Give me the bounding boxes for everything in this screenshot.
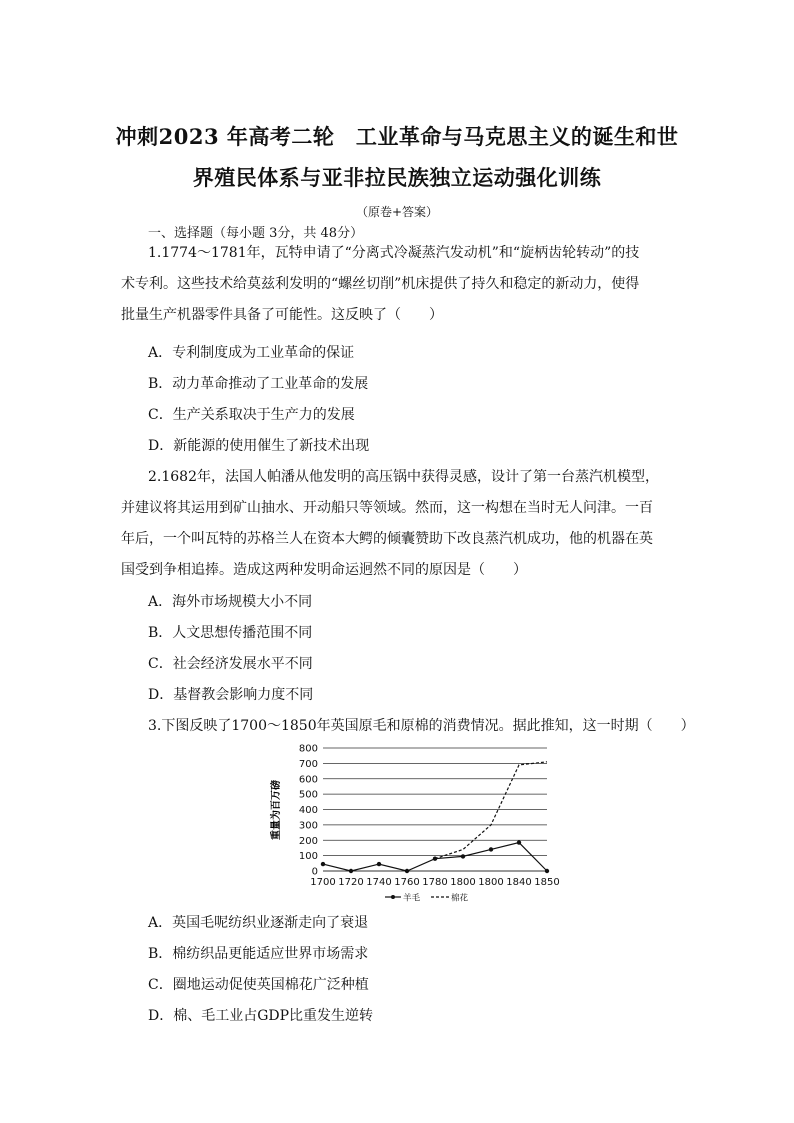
chart-x-ticks [310, 877, 559, 888]
q2-option-d[interactable]: D．基督教会影响力度不同 [148, 687, 314, 703]
y-tick-label: 400 [298, 805, 318, 816]
q2-stem-line-2: 并建议将其运用到矿山抽水、开动船只等领域。然而，这一构想在当时无人问津。一百 [121, 500, 653, 516]
y-tick-label: 800 [298, 743, 318, 755]
x-tick-label: 1780 [422, 877, 448, 888]
y-tick-label: 100 [298, 851, 318, 863]
x-tick-label: 1840 [506, 877, 532, 888]
x-tick-label: 1800 [478, 877, 504, 888]
legend-wool-dot [391, 895, 395, 899]
wool-data-point [377, 862, 381, 866]
wool-data-point [349, 869, 353, 873]
y-tick-label: 200 [298, 835, 318, 847]
x-tick-label: 1850 [534, 877, 560, 888]
q2-option-c[interactable]: C．社会经济发展水平不同 [148, 656, 313, 672]
x-tick-label: 1720 [338, 877, 364, 888]
wool-data-point [545, 869, 549, 873]
wool-data-point [405, 869, 409, 873]
q2-stem-line-3: 年后，一个叫瓦特的苏格兰人在资本大鳄的倾囊赞助下改良蒸汽机成功，他的机器在英 [121, 531, 653, 547]
x-tick-label: 1740 [366, 877, 392, 888]
q1-stem-line-3: 批量生产机器零件具备了可能性。这反映了（ ） [121, 307, 443, 323]
q1-stem-line-1: 1.1774～1781年，瓦特申请了“分离式冷凝蒸汽发动机”和“旋柄齿轮转动”的技 [148, 245, 640, 261]
x-tick-label: 1800 [450, 877, 476, 888]
x-tick-label: 1700 [310, 877, 336, 888]
legend-cotton-label: 棉花 [451, 893, 469, 904]
y-tick-label: 500 [298, 789, 318, 801]
q2-option-a[interactable]: A．海外市场规模大小不同 [148, 594, 313, 610]
chart-y-axis-label: 重量为百万磅 [271, 780, 282, 840]
q3-option-c[interactable]: C．圈地运动促使英国棉花广泛种植 [148, 977, 369, 993]
section-heading: 一、选择题（每小题 3分，共 48分） [148, 226, 364, 241]
q1-stem-line-2: 术专利。这些技术给莫兹利发明的“螺丝切削”机床提供了持久和稳定的新动力，使得 [121, 276, 640, 292]
q2-stem-line-4: 国受到争相追捧。造成这两种发明命运迥然不同的原因是（ ） [121, 562, 527, 578]
page-title-line-1: 冲刺2023 年高考二轮 工业革命与马克思主义的诞生和世 [115, 124, 679, 149]
x-tick-label: 1760 [394, 877, 420, 888]
chart-y-ticks [299, 744, 318, 878]
q3-stem-line-1: 3.下图反映了1700～1850年英国原毛和原棉的消费情况。据此推知，这一时期（ ） [148, 718, 695, 734]
wool-data-point [461, 854, 465, 858]
q3-option-d[interactable]: D．棉、毛工业占GDP比重发生逆转 [148, 1008, 374, 1024]
consumption-line-chart [265, 740, 560, 910]
chart-gridlines [323, 748, 547, 871]
y-tick-label: 600 [298, 774, 318, 786]
y-tick-label: 300 [298, 820, 318, 832]
y-tick-label: 0 [311, 866, 318, 878]
q2-stem-line-1: 2.1682年，法国人帕潘从他发明的高压锅中获得灵感，设计了第一台蒸汽机模型， [148, 469, 659, 485]
q3-option-a[interactable]: A．英国毛呢纺织业逐渐走向了衰退 [148, 915, 369, 931]
y-tick-label: 700 [298, 758, 318, 770]
legend-wool-label: 羊毛 [403, 893, 421, 904]
wool-data-point [517, 840, 521, 844]
series-line-cotton [435, 762, 547, 859]
wool-data-point [489, 847, 493, 851]
q2-option-b[interactable]: B．人文思想传播范围不同 [148, 625, 313, 641]
page-title-line-2: 界殖民体系与亚非拉民族独立运动强化训练 [192, 165, 602, 190]
q1-option-a[interactable]: A．专利制度成为工业革命的保证 [148, 345, 355, 361]
page-subtitle: （原卷+答案） [355, 205, 439, 219]
q1-option-b[interactable]: B．动力革命推动了工业革命的发展 [148, 376, 369, 392]
chart-legend [385, 893, 469, 904]
q1-option-d[interactable]: D．新能源的使用催生了新技术出现 [148, 438, 370, 454]
wool-data-point [321, 862, 325, 866]
q1-option-c[interactable]: C．生产关系取决于生产力的发展 [148, 407, 355, 423]
q3-option-b[interactable]: B．棉纺织品更能适应世界市场需求 [148, 946, 369, 962]
